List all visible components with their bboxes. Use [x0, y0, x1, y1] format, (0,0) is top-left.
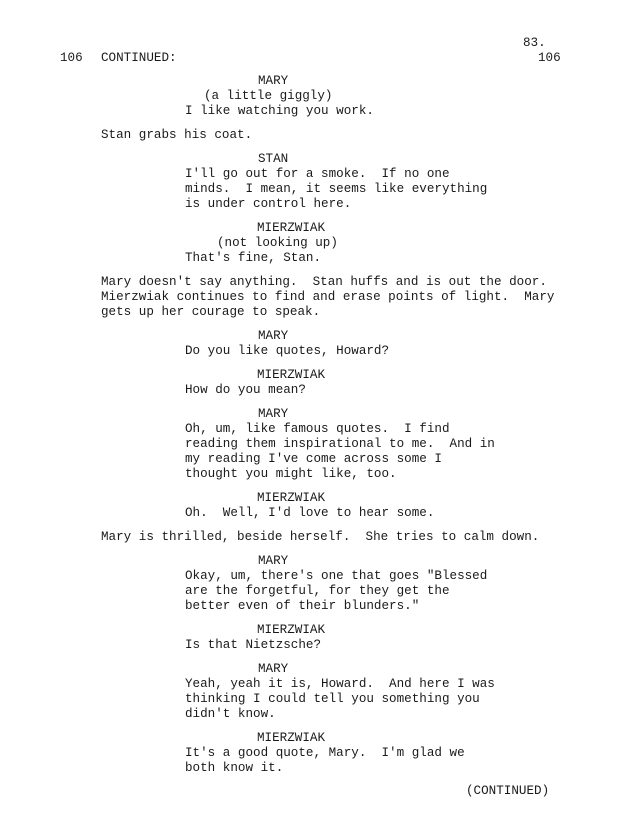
dialogue-line: didn't know. [185, 707, 276, 721]
character-name: STAN [258, 152, 289, 166]
action-line: Stan grabs his coat. [101, 128, 253, 142]
character-name: MARY [258, 329, 289, 343]
dialogue-line: both know it. [185, 761, 284, 775]
dialogue-line: I like watching you work. [185, 104, 374, 118]
continued-footer: (CONTINUED) [466, 784, 550, 798]
dialogue-line: is under control here. [185, 197, 352, 211]
character-name: MIERZWIAK [257, 368, 326, 382]
dialogue-line: thought you might like, too. [185, 467, 397, 481]
dialogue-line: I'll go out for a smoke. If no one [185, 167, 450, 181]
dialogue-line: Oh. Well, I'd love to hear some. [185, 506, 435, 520]
dialogue-line: Is that Nietzsche? [185, 638, 322, 652]
character-name: MARY [258, 662, 289, 676]
continued-header: CONTINUED: [101, 51, 177, 65]
dialogue-line: Do you like quotes, Howard? [185, 344, 390, 358]
character-name: MIERZWIAK [257, 731, 326, 745]
dialogue-line: reading them inspirational to me. And in [185, 437, 495, 451]
character-name: MIERZWIAK [257, 623, 326, 637]
parenthetical: (not looking up) [217, 236, 338, 250]
page-number: 83. [523, 36, 546, 50]
dialogue-line: It's a good quote, Mary. I'm glad we [185, 746, 465, 760]
dialogue-line: better even of their blunders." [185, 599, 420, 613]
scene-number-right: 106 [538, 51, 561, 65]
action-line: Mary doesn't say anything. Stan huffs and is out the door. [101, 275, 547, 289]
action-line: gets up her courage to speak. [101, 305, 321, 319]
dialogue-line: That's fine, Stan. [185, 251, 322, 265]
dialogue-line: thinking I could tell you something you [185, 692, 480, 706]
dialogue-line: minds. I mean, it seems like everything [185, 182, 488, 196]
character-name: MARY [258, 554, 289, 568]
dialogue-line: Okay, um, there's one that goes "Blessed [185, 569, 488, 583]
character-name: MIERZWIAK [257, 491, 326, 505]
dialogue-line: are the forgetful, for they get the [185, 584, 450, 598]
dialogue-line: Yeah, yeah it is, Howard. And here I was [185, 677, 495, 691]
character-name: MARY [258, 74, 289, 88]
character-name: MARY [258, 407, 289, 421]
dialogue-line: my reading I've come across some I [185, 452, 442, 466]
character-name: MIERZWIAK [257, 221, 326, 235]
parenthetical: (a little giggly) [204, 89, 333, 103]
dialogue-line: How do you mean? [185, 383, 306, 397]
scene-number-left: 106 [60, 51, 83, 65]
action-line: Mary is thrilled, beside herself. She tries to calm down. [101, 530, 540, 544]
action-line: Mierzwiak continues to find and erase points of light. Mary [101, 290, 555, 304]
dialogue-line: Oh, um, like famous quotes. I find [185, 422, 450, 436]
